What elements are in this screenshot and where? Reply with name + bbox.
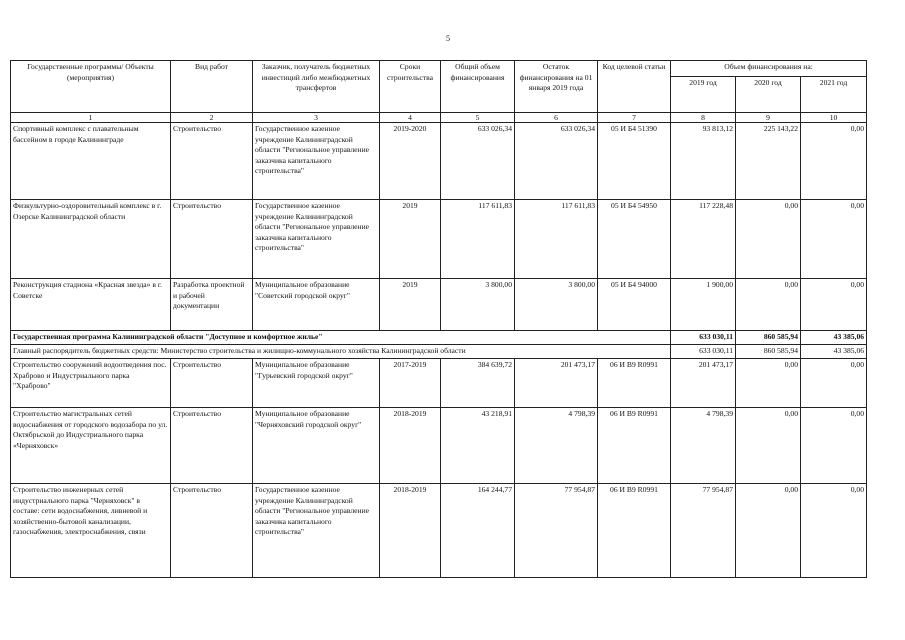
index-cell: 8 <box>671 113 736 123</box>
period-cell: 2019 <box>380 200 441 279</box>
period-cell: 2018-2019 <box>380 408 441 484</box>
total-cell: 117 611,83 <box>441 200 515 279</box>
y2021-cell: 0,00 <box>801 359 867 408</box>
manager-y2021: 43 385,06 <box>801 345 867 359</box>
manager-title: Главный распорядитель бюджетных средств: Министерство строительства и жилищно-коммунального хозяйства Калининградской области <box>11 345 671 359</box>
index-cell: 7 <box>598 113 671 123</box>
index-cell: 5 <box>441 113 515 123</box>
index-row <box>11 113 867 123</box>
object-cell: Реконструкция стадиона «Красная звезда» в г. Советске <box>11 279 171 331</box>
period-cell: 2019-2020 <box>380 123 441 200</box>
header-year-2021: 2021 год <box>801 77 867 113</box>
program-y2019: 633 030,11 <box>671 331 736 345</box>
table-row <box>11 123 867 200</box>
y2019-cell: 93 813,12 <box>671 123 736 200</box>
header-financing: Объем финансирования на: <box>671 61 867 77</box>
work-cell: Строительство <box>171 359 253 408</box>
program-y2021: 43 385,06 <box>801 331 867 345</box>
index-cell: 6 <box>515 113 598 123</box>
index-cell: 1 <box>11 113 171 123</box>
y2019-cell: 77 954,87 <box>671 484 736 578</box>
y2021-cell: 0,00 <box>801 200 867 279</box>
manager-row <box>11 345 867 359</box>
index-cell: 10 <box>801 113 867 123</box>
y2020-cell: 225 143,22 <box>736 123 801 200</box>
financing-table <box>10 60 867 578</box>
remainder-cell: 77 954,87 <box>515 484 598 578</box>
period-cell: 2019 <box>380 279 441 331</box>
code-cell: 06 И В9 R0991 <box>598 484 671 578</box>
code-cell: 05 И Б4 94000 <box>598 279 671 331</box>
total-cell: 384 639,72 <box>441 359 515 408</box>
total-cell: 633 026,34 <box>441 123 515 200</box>
table-row <box>11 484 867 578</box>
work-cell: Строительство <box>171 484 253 578</box>
index-cell: 4 <box>380 113 441 123</box>
code-cell: 06 И В9 R0991 <box>598 359 671 408</box>
object-cell: Спортивный комплекс с плавательным бассейном в городе Калининграде <box>11 123 171 200</box>
header-period: Сроки строительства <box>380 61 441 113</box>
work-cell: Разработка проектной и рабочей документации <box>171 279 253 331</box>
header-year-2020: 2020 год <box>736 77 801 113</box>
customer-cell: Государственное казенное учреждение Калининградской области "Региональное управление заказчика капитального строительства" <box>253 484 380 578</box>
table-row <box>11 359 867 408</box>
customer-cell: Государственное казенное учреждение Калининградской области "Региональное управление заказчика капитального строительства" <box>253 200 380 279</box>
y2020-cell: 0,00 <box>736 484 801 578</box>
customer-cell: Государственное казенное учреждение Калининградской области "Региональное управление заказчика капитального строительства" <box>253 123 380 200</box>
work-cell: Строительство <box>171 123 253 200</box>
object-cell: Строительство магистральных сетей водоснабжения от городского водозабора по ул. Октябрьской до Индустриального парка «Черняховск» <box>11 408 171 484</box>
header-work-type: Вид работ <box>171 61 253 113</box>
period-cell: 2018-2019 <box>380 484 441 578</box>
remainder-cell: 633 026,34 <box>515 123 598 200</box>
table-row <box>11 408 867 484</box>
header-code: Код целевой статьи <box>598 61 671 113</box>
header-row <box>11 61 867 77</box>
customer-cell: Муниципальное образование "Гурьевский городской округ" <box>253 359 380 408</box>
remainder-cell: 4 798,39 <box>515 408 598 484</box>
y2019-cell: 117 228,48 <box>671 200 736 279</box>
y2019-cell: 1 900,00 <box>671 279 736 331</box>
y2020-cell: 0,00 <box>736 359 801 408</box>
period-cell: 2017-2019 <box>380 359 441 408</box>
object-cell: Строительство сооружений водоотведения пос. Храброво и Индустриального парка "Храброво" <box>11 359 171 408</box>
y2019-cell: 201 473,17 <box>671 359 736 408</box>
work-cell: Строительство <box>171 200 253 279</box>
code-cell: 05 И Б4 51390 <box>598 123 671 200</box>
y2019-cell: 4 798,39 <box>671 408 736 484</box>
program-y2020: 860 585,94 <box>736 331 801 345</box>
object-cell: Физкультурно-оздоровительный комплекс в г. Озерске Калининградской области <box>11 200 171 279</box>
manager-y2019: 633 030,11 <box>671 345 736 359</box>
header-year-2019: 2019 год <box>671 77 736 113</box>
customer-cell: Муниципальное образование "Советский городской округ" <box>253 279 380 331</box>
object-cell: Строительство инженерных сетей индустриального парка "Черняховск" в составе: сети водоснабжения, ливневой и хозяйственно-бытовой канализации, газоснабжения, электроснабжения, связи <box>11 484 171 578</box>
header-objects: Государственные программы/ Объекты (мероприятия) <box>11 61 171 113</box>
table-row <box>11 279 867 331</box>
header-remainder: Остаток финансирования на 01 января 2019 года <box>515 61 598 113</box>
program-row <box>11 331 867 345</box>
remainder-cell: 117 611,83 <box>515 200 598 279</box>
work-cell: Строительство <box>171 408 253 484</box>
manager-y2020: 860 585,94 <box>736 345 801 359</box>
remainder-cell: 3 800,00 <box>515 279 598 331</box>
index-cell: 3 <box>253 113 380 123</box>
index-cell: 9 <box>736 113 801 123</box>
y2020-cell: 0,00 <box>736 279 801 331</box>
y2021-cell: 0,00 <box>801 279 867 331</box>
y2020-cell: 0,00 <box>736 200 801 279</box>
program-title: Государственная программа Калининградской области "Доступное и комфортное жилье" <box>11 331 671 345</box>
code-cell: 05 И Б4 54950 <box>598 200 671 279</box>
index-cell: 2 <box>171 113 253 123</box>
header-customer: Заказчик, получатель бюджетных инвестиций либо межбюджетных трансфертов <box>253 61 380 113</box>
y2021-cell: 0,00 <box>801 408 867 484</box>
remainder-cell: 201 473,17 <box>515 359 598 408</box>
total-cell: 3 800,00 <box>441 279 515 331</box>
header-total: Общий объем финансирования <box>441 61 515 113</box>
code-cell: 06 И В9 R0991 <box>598 408 671 484</box>
total-cell: 43 218,91 <box>441 408 515 484</box>
total-cell: 164 244,77 <box>441 484 515 578</box>
y2021-cell: 0,00 <box>801 484 867 578</box>
y2021-cell: 0,00 <box>801 123 867 200</box>
table-row <box>11 200 867 279</box>
page-number: 5 <box>446 34 450 43</box>
y2020-cell: 0,00 <box>736 408 801 484</box>
customer-cell: Муниципальное образование "Черняховский городской округ" <box>253 408 380 484</box>
